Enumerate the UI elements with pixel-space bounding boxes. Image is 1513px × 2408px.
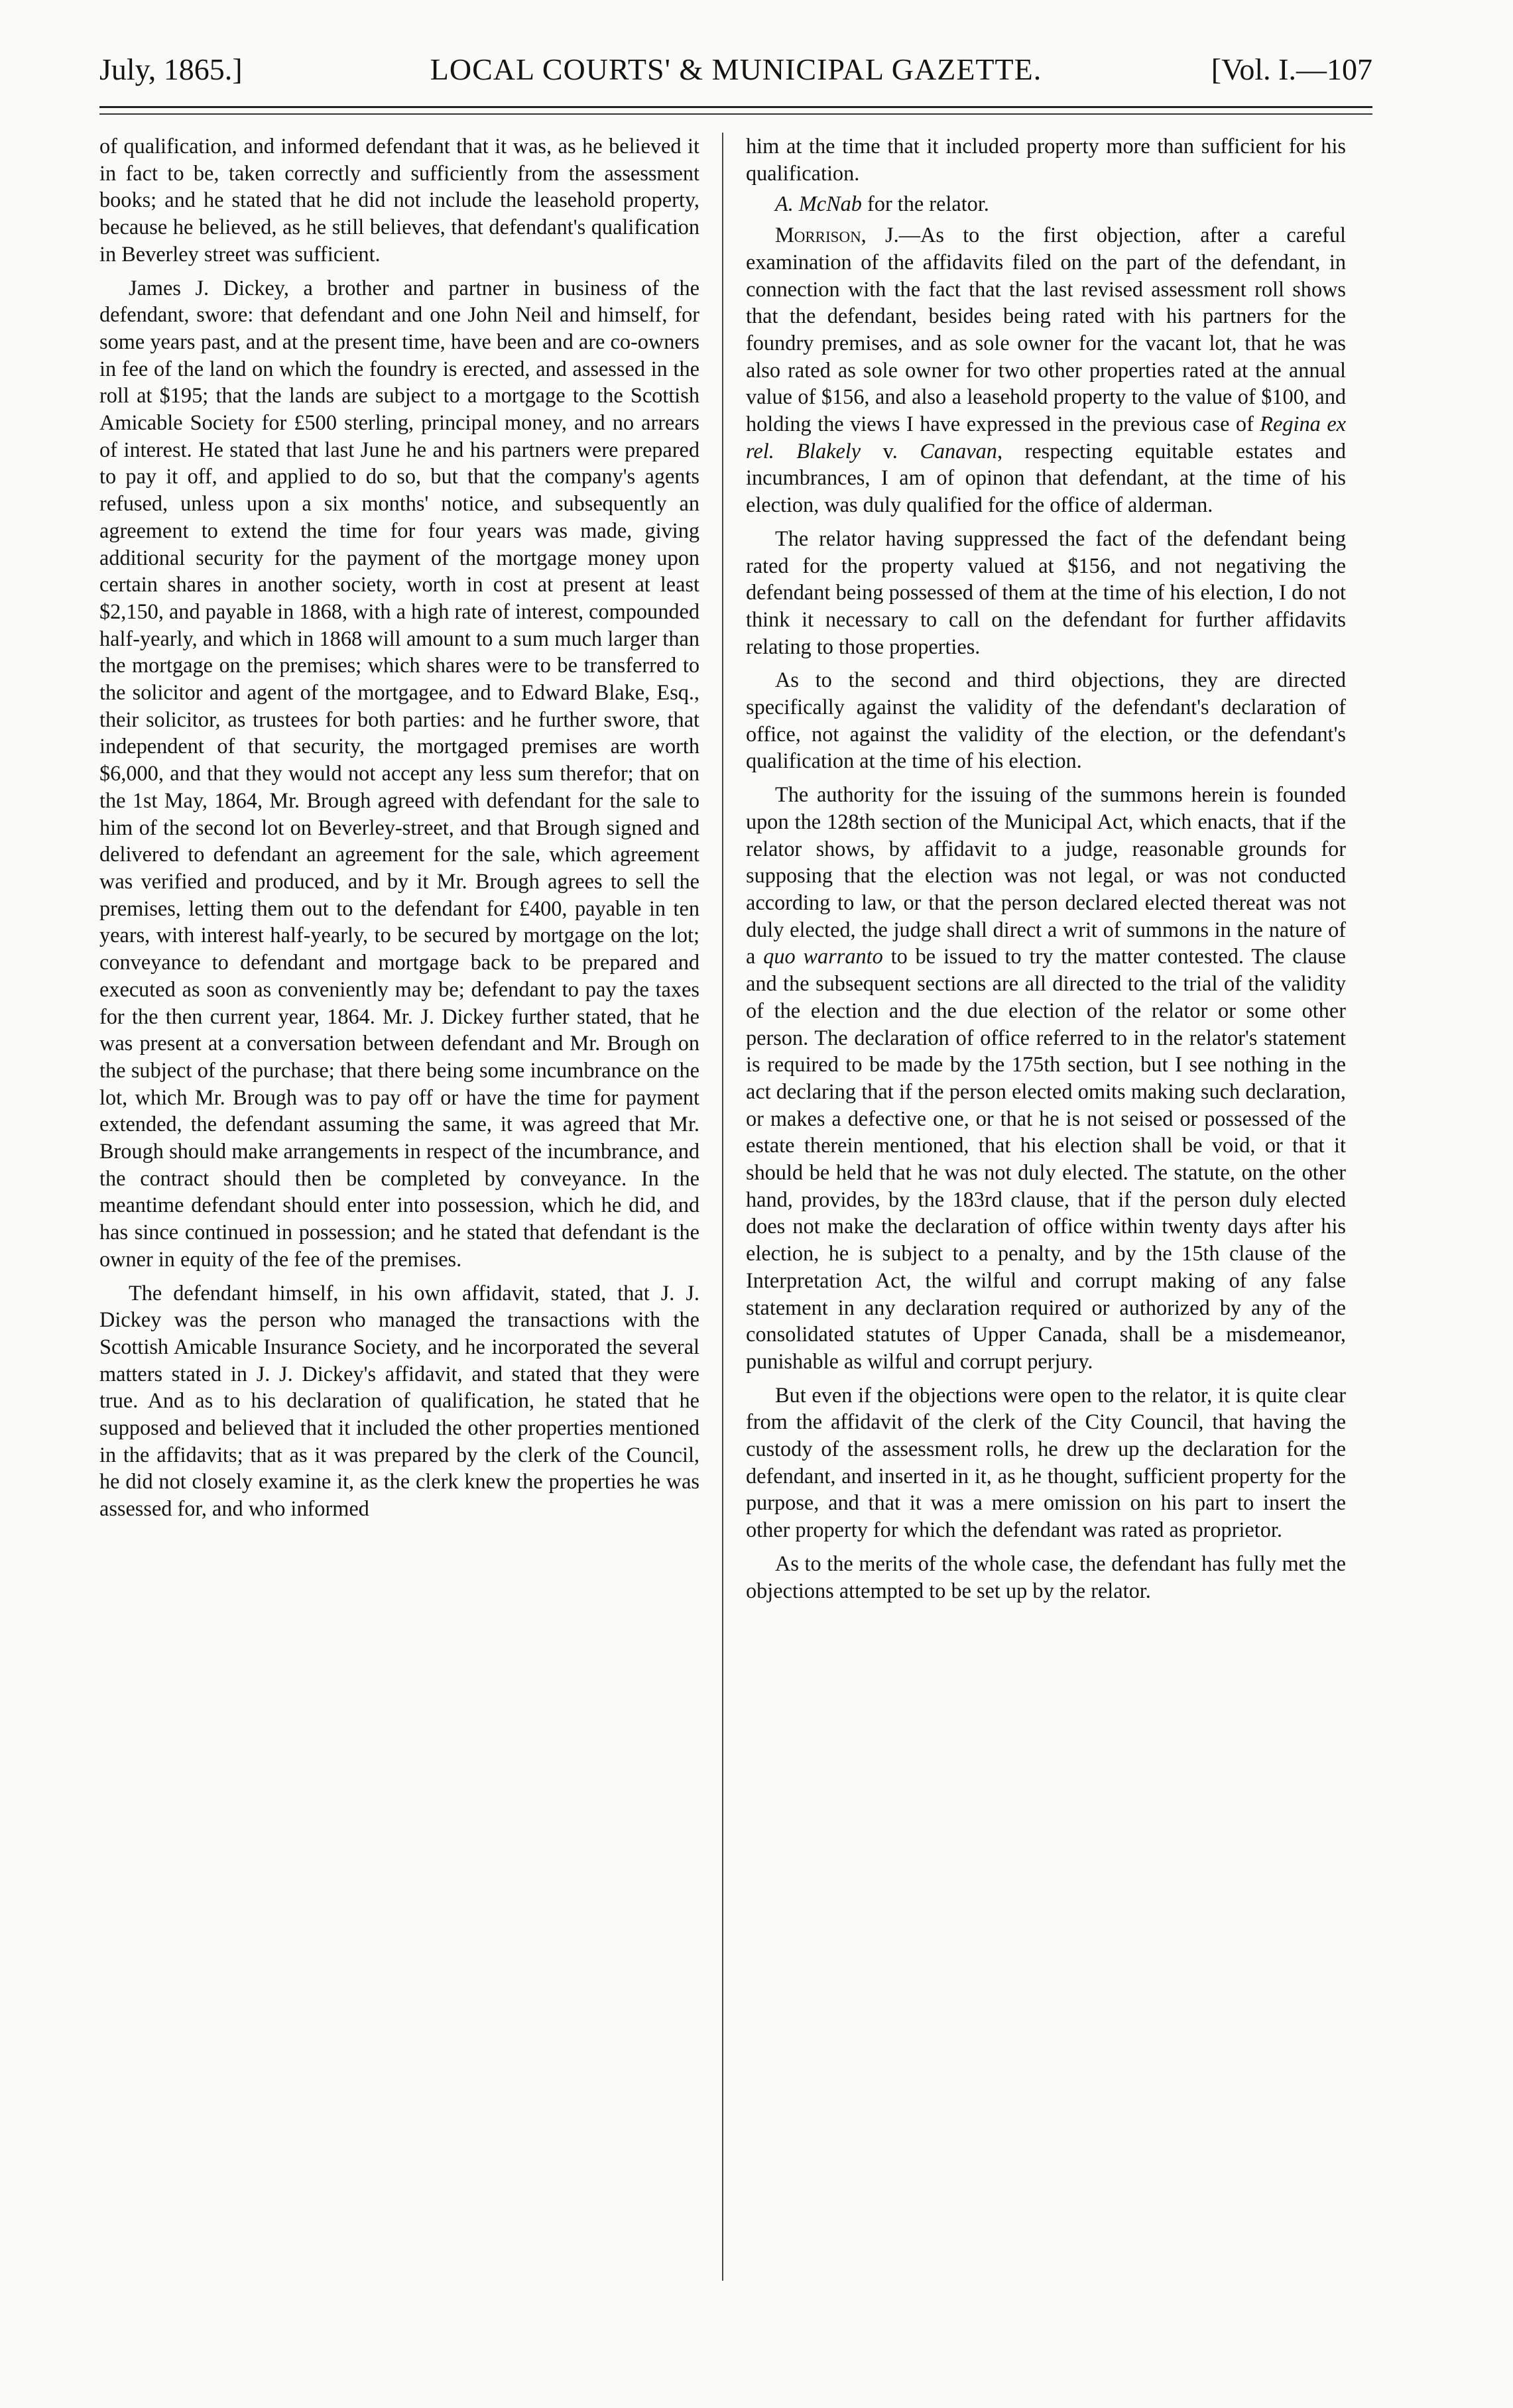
paragraph-text: The authority for the issuing of the summons herein is founded upon the 128th section of the Municipal Act, which enacts, that if the relator shows, by affidavit to a judge, reasonable grounds for supposing that the election was not legal, or was not conducted according to law, or that the person declared elected thereat was not duly elected, the judge shall direct a writ of summons in the nature of a	[746, 782, 1346, 969]
counsel-name: A. McNab	[775, 192, 862, 216]
case-name: Canavan	[920, 438, 997, 463]
paragraph: The relator having suppressed the fact of the defendant being rated for the property valued at $156, and not negativing the defendant being possessed of them at the time of his election, I do not think it necessary to call on the defendant for further affidavits relating to those properties.	[746, 526, 1346, 658]
paragraph: of qualification, and informed defendant that it was, as he believed it in fact to be, taken correctly and sufficiently from the assessment books; and he stated that he did not include the leasehold property, because he believed, as he still believes, that defendant's qualification in Beverley street was sufficient.	[99, 134, 699, 266]
case-name: Regina ex rel. Blakely	[746, 412, 1346, 463]
left-column	[99, 133, 699, 2287]
counsel-role: for the relator.	[861, 192, 989, 216]
paragraph-text: to be issued to try the matter contested. The clause and the subsequent sections are all directed to the trial of the validity of the election and the due election of the relator or some other person. The declaration of office referred to in the relator's statement is required to be made by the 175th section, but I see nothing in the act declaring that if the person elected omits making such declaration, or makes a defective one, or that he is not seised or possessed of the estate therein mentioned, that his election shall be void, or that it should be held that he was not duly elected. The statute, on the other hand, provides, by the 183rd clause, that if the person duly elected does not make the declaration of office within twenty days after his election, he is subject to a penalty, and by the 15th clause of the Interpretation Act, the wilful and corrupt making of any false statement in any declaration required or authorized by any of the consolidated statutes of Upper Canada, shall be a misdemeanor, punishable as wilful and corrupt perjury.	[746, 944, 1346, 1373]
case-versus: v.	[861, 438, 920, 463]
issue-date: July, 1865.]	[99, 52, 243, 86]
paragraph: As to the second and third objections, they are directed specifically against the validity of the defendant's declaration of office, not against the validity of the election, or the defendant's qualification at the time of his election.	[746, 668, 1346, 773]
counsel-line	[746, 190, 1346, 217]
page-header	[99, 46, 1372, 93]
header-rule	[99, 106, 1372, 108]
paragraph: But even if the objections were open to the relator, it is quite clear from the affidavit of the clerk of the City Council, that having the custody of the assessment rolls, he drew up the declaration for the defendant, and inserted in it, as he thought, sufficient property for the purpose, and that it was a mere omission on his part to insert the other property for which the defendant was rated as proprietor.	[746, 1382, 1346, 1542]
right-column	[746, 133, 1346, 2287]
paragraph: The defendant himself, in his own affidavit, stated, that J. J. Dickey was the person who managed the transactions with the Scottish Amicable Insurance Society, and he incorporated the several matters stated in J. J. Dickey's affidavit, and stated that they were true. And as to his declaration of qualification, he stated that he supposed and believed that it included the other properties mentioned in the affidavits; that as it was prepared by the clerk of the Council, he did not closely examine it, as the clerk knew the properties he was assessed for, and who informed	[99, 1280, 699, 1521]
paragraph	[746, 781, 1346, 1374]
judge-name: Morrison, J.	[775, 223, 899, 247]
column-divider	[722, 133, 723, 2281]
paragraph: As to the merits of the whole case, the defendant has fully met the objections attempted to be set up by the relator.	[746, 1551, 1346, 1602]
header-rule-secondary	[99, 113, 1372, 115]
paragraph: James J. Dickey, a brother and partner in business of the defendant, swore: that defendant and one John Neil and himself, for some years past, and at the present time, have been and are co-owners in fee of the land on which the foundry is erected, and assessed in the roll at $195; that the lands are subject to a mortgage to the Scottish Amicable Society for £500 sterling, principal money, and no arrears of interest. He stated that last June he and his partners were prepared to pay it off, and applied to do so, but that the company's agents refused, unless upon a six months' notice, and subsequently an agreement to extend the time for four years was made, giving additional security for the payment of the mortgage money upon certain shares in another society, worth in cost at present at least $2,150, and payable in 1868, with a high rate of interest, compounded half-yearly, and which in 1868 will amount to a sum much larger than the mortgage on the premises; which shares were to be transferred to the solicitor and agent of the mortgagee, and to Edward Blake, Esq., their solicitor, as trustees for both parties: and he further swore, that independent of that security, the mortgaged premises are worth $6,000, and that they would not accept any less sum therefor; that on the 1st May, 1864, Mr. Brough agreed with defendant for the sale to him of the second lot on Beverley-street, and that Brough signed and delivered to defendant an agreement for the sale, which agreement was verified and produced, and by it Mr. Brough agrees to sell the premises, letting them out to the defendant for £400, payable in ten years, with interest half-yearly, to be secured by mortgage on the lot; conveyance to defendant and mortgage back to be prepared and executed as soon as conveniently may be; defendant to pay the taxes for the then current year, 1864. Mr. J. Dickey further stated, that he was present at a conversation between defendant and Mr. Brough on the subject of the purchase; that there being some incumbrance on the lot, which Mr. Brough was to pay off or have the time for payment extended, the defendant assuming the same, it was agreed that Mr. Brough should make arrangements in respect of the incumbrance, and the contract should then be completed by conveyance. In the meantime defendant should enter into possession, which he did, and has since continued in possession; and he stated that defendant is the owner in equity of the fee of the premises.	[99, 275, 699, 1271]
judgment-text: —As to the first objection, after a careful examination of the affidavits filed on the part of the defendant, in connection with the fact that the last revised assessment roll shows that the defendant, besides being rated with his partners for the foundry premises, and as sole owner for the vacant lot, that he was also rated as sole owner for two other properties rated at the annual value of $156, and also a leasehold property to the value of $100, and holding the views I have expressed in the previous case of	[746, 223, 1346, 436]
judgment-paragraph	[746, 221, 1346, 518]
judgment-text: , respecting equitable estates and incumbrances, I am of opinon that defendant, at the time of his election, was duly qualified for the office of alderman.	[746, 438, 1346, 517]
latin-term: quo warranto	[763, 944, 883, 969]
publication-title: LOCAL COURTS' & MUNICIPAL GAZETTE.	[430, 52, 1042, 86]
paragraph: him at the time that it included property more than sufficient for his qualification.	[746, 134, 1346, 185]
volume-page: [Vol. I.—107	[1211, 52, 1372, 86]
